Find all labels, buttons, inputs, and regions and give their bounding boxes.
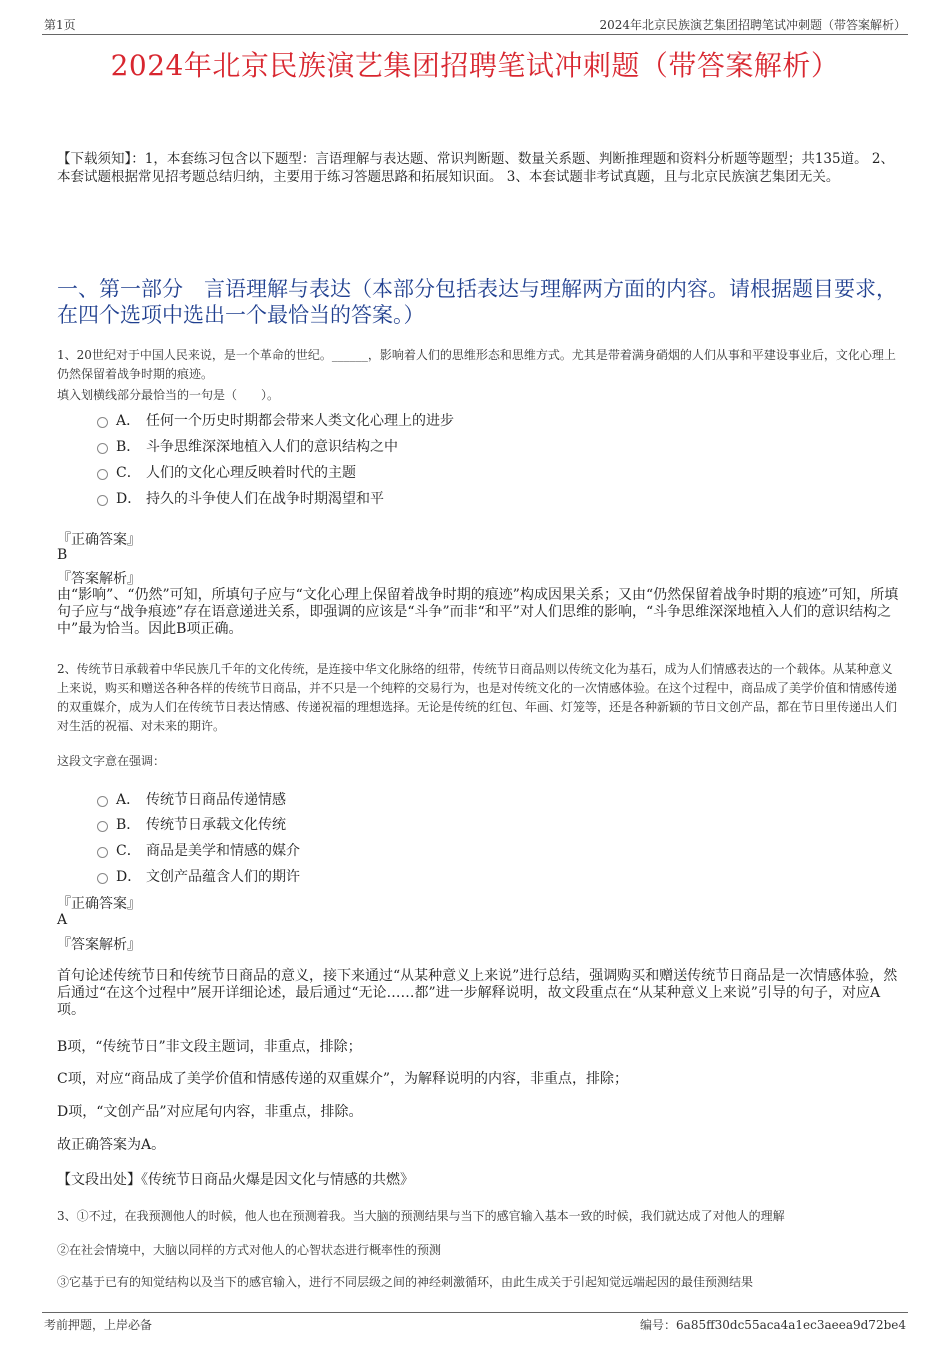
- q1-answer: B: [57, 547, 68, 563]
- q2-prompt: 这段文字意在强调：: [57, 754, 166, 768]
- q2-analysis-label: 『答案解析』: [57, 937, 141, 953]
- download-notice: 【下载须知】：1，本套练习包含以下题型：言语理解与表达题、常识判断题、数量关系题、判断推理题和资料分析题等题型；共135道。 2、本套试题根据常见招考题总结归纳，主要用于练习答题思路和拓展知识面。 3、本套试题非考试真题，且与北京民族演艺集团无关。: [57, 151, 894, 185]
- footer-divider: [42, 1312, 908, 1313]
- q2-stem: 2、传统节日承载着中华民族几千年的文化传统，是连接中华文化脉络的纽带，传统节日商品则以传统文化为基石，成为人们情感表达的一个载体。从某种意义上来说，购买和赠送各种各样的传统节日商品，并不只是一个纯粹的交易行为，也是对传统文化的一次情感体验。在这个过程中，商品成了美学价值和情感传递的双重媒介，成为人们在传统节日表达情感、传递祝福的理想选择。无论是传统的红包、年画、灯笼等，还是各种新颖的节日文创产品，都在节日里传递出人们对生活的祝福、对未来的期许。: [57, 662, 898, 733]
- radio-icon[interactable]: [97, 469, 108, 480]
- section-heading: 一、第一部分 言语理解与表达（本部分包括表达与理解两方面的内容。请根据题目要求，在四个选项中选出一个最恰当的答案。）: [57, 277, 897, 327]
- q2-conclusion: 故正确答案为A。: [57, 1137, 166, 1153]
- q3-line-2: ②在社会情境中，大脑以同样的方式对他人的心智状态进行概率性的预测: [57, 1243, 442, 1257]
- q2-option-b[interactable]: B． 传统节日承载文化传统: [97, 814, 286, 834]
- document-title: 2024年北京民族演艺集团招聘笔试冲刺题（带答案解析）: [110, 49, 840, 82]
- radio-icon[interactable]: [97, 495, 108, 506]
- q2-b-note: B项，“传统节日”非文段主题词，非重点，排除；: [57, 1039, 362, 1055]
- footer-doc-id: 编号：6a85ff30dc55aca4a1ec3aeea9d72be4: [640, 1318, 906, 1332]
- q2-d-note: D项，“文创产品”对应尾句内容，非重点，排除。: [57, 1104, 363, 1120]
- q1-option-b[interactable]: B． 斗争思维深深地植入人们的意识结构之中: [97, 436, 398, 456]
- q2-c-note: C项，对应“商品成了美学价值和情感传递的双重媒介”，为解释说明的内容，非重点，排除；: [57, 1071, 629, 1087]
- q2-analysis: 首句论述传统节日和传统节日商品的意义，接下来通过“从某种意义上来说”进行总结，强调购买和赠送传统节日商品是一次情感体验，然后通过“在这个过程中”展开详细论述，最后通过“无论……都”进一步解释说明，故文段重点在“从某种意义上来说”引导的句子，对应A项。: [57, 968, 898, 1018]
- radio-icon[interactable]: [97, 417, 108, 428]
- q1-analysis-label: 『答案解析』: [57, 571, 141, 587]
- q1-option-d[interactable]: D． 持久的斗争使人们在战争时期渴望和平: [97, 488, 384, 508]
- radio-icon[interactable]: [97, 847, 108, 858]
- header-divider: [42, 34, 908, 35]
- q1-analysis: 由“影响”、“仍然”可知，所填句子应与“文化心理上保留着战争时期的痕迹”构成因果关系；又由“仍然保留着战争时期的痕迹”可知，所填句子应与“战争痕迹”存在语意递进关系，即强调的应该是“斗争”而非“和平”对人们思维的影响，“斗争思维深深地植入人们的意识结构之中”最为恰当。因此B项正确。: [57, 587, 899, 637]
- footer-slogan: 考前押题，上岸必备: [44, 1318, 153, 1332]
- q2-answer-label: 『正确答案』: [57, 896, 141, 912]
- q1-answer-label: 『正确答案』: [57, 532, 141, 548]
- q2-option-c[interactable]: C． 商品是美学和情感的媒介: [97, 840, 300, 860]
- q2-option-a[interactable]: A． 传统节日商品传递情感: [97, 789, 286, 809]
- q3-line-1: 3、①不过，在我预测他人的时候，他人也在预测着我。当大脑的预测结果与当下的感官输入基本一致的时候，我们就达成了对他人的理解: [57, 1209, 785, 1223]
- radio-icon[interactable]: [97, 821, 108, 832]
- header-doc-title: 2024年北京民族演艺集团招聘笔试冲刺题（带答案解析）: [599, 18, 906, 32]
- q3-line-3: ③它基于已有的知觉结构以及当下的感官输入，进行不同层级之间的神经刺激循环，由此生成关于引起知觉远端起因的最佳预测结果: [57, 1275, 754, 1289]
- page-number: 第1页: [44, 18, 76, 32]
- q1-prompt: 填入划横线部分最恰当的一句是（ ）。: [57, 388, 280, 402]
- q2-answer: A: [57, 912, 68, 928]
- radio-icon[interactable]: [97, 873, 108, 884]
- q1-option-a[interactable]: A． 任何一个历史时期都会带来人类文化心理上的进步: [97, 410, 454, 430]
- radio-icon[interactable]: [97, 443, 108, 454]
- q2-option-d[interactable]: D． 文创产品蕴含人们的期许: [97, 866, 300, 886]
- radio-icon[interactable]: [97, 796, 108, 807]
- q1-stem: 1、20世纪对于中国人民来说，是一个革命的世纪。______，影响着人们的思维形态和思维方式。尤其是带着满身硝烟的人们从事和平建设事业后，文化心理上仍然保留着战争时期的痕迹。: [57, 348, 896, 381]
- q1-option-c[interactable]: C． 人们的文化心理反映着时代的主题: [97, 462, 356, 482]
- q2-source: 【文段出处】《传统节日商品火爆是因文化与情感的共燃》: [57, 1172, 414, 1188]
